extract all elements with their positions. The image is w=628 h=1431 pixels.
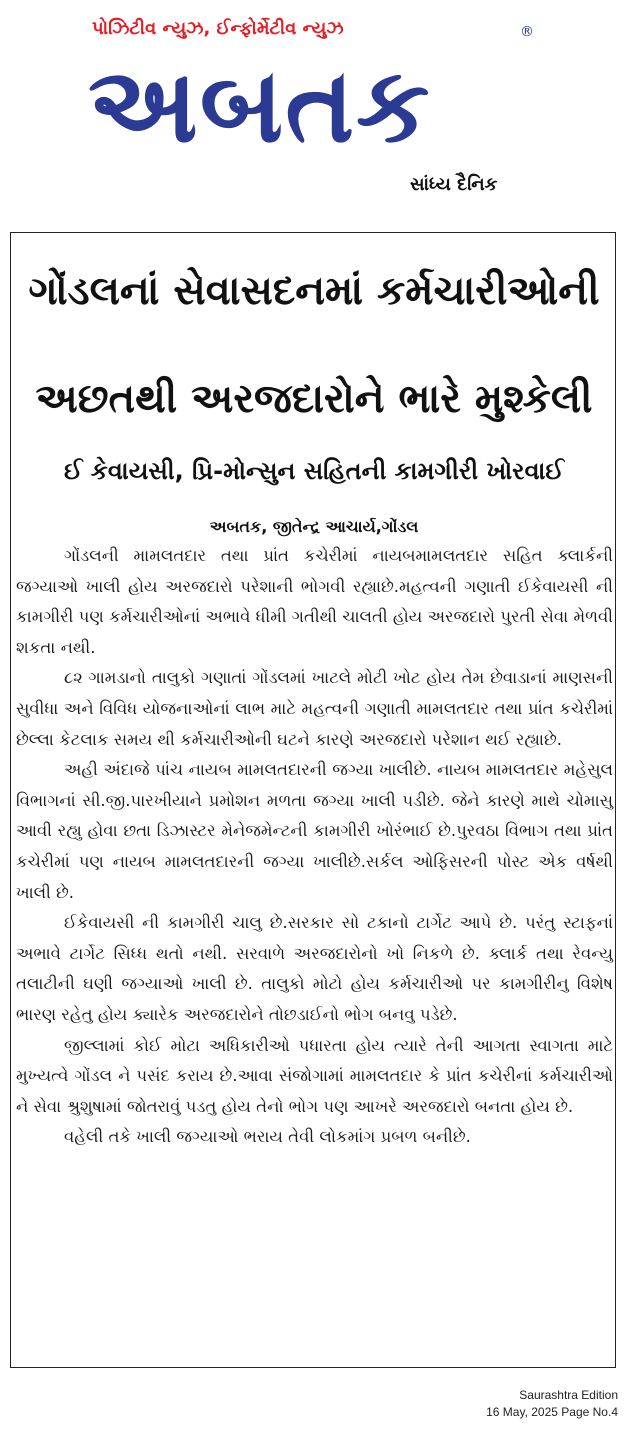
subheadline: ઈ કેવાયસી, પ્રિ-મોન્સુન સહિતની કામગીરી ખોરવાઈ	[64, 457, 564, 485]
date-and-page: 16 May, 2025 Page No.4	[486, 1405, 618, 1419]
paragraph: ૮૨ ગામડાનો તાલુકો ગણાતાં ગોંડલમાં ખાટલે મોટી ખોટ હોય તેમ છેવાડાનાં માણસની સુવીધા અને વિવિધ યોજનાઓનાં લાભ માટે મહત્વની ગણાતી મામલતદાર તથા પ્રાંત કચેરીમાં છેલ્લા કેટલાક સમય થી કર્મચારીઓની ઘટને કારણે અરજદારો પરેશાન થઈ રહ્યાછે.	[16, 668, 613, 749]
newspaper-logo: અબતક	[88, 44, 432, 166]
edition-type: સાંધ્ય દૈનિક	[410, 174, 498, 195]
headline-line-2: અછતથી અરજદારોને ભારે મુશ્કેલી	[35, 376, 593, 422]
registered-mark: ®	[520, 24, 534, 40]
headline-line-1: ગોંડલનાં સેવાસદનમાં કર્મચારીઓની	[28, 268, 600, 314]
article-body	[16, 541, 613, 1153]
article-box	[10, 232, 616, 1368]
paragraph: ગોંડલની મામલતદાર તથા પ્રાંત કચેરીમાં નાયબમામલતદાર સહિત ક્લાર્કની જગ્યાઓ ખાલી હોય અરજદારો પરેશાની ભોગવી રહ્યાછે.મહત્વની ગણાતી ઈકેવાયસી ની કામગીરી પણ કર્મચારીઓનાં અભાવે ધીમી ગતીથી ચાલતી હોય અરજદારો પુરતી સેવા મેળવી શકતા નથી.	[16, 546, 613, 657]
page-footer	[486, 1387, 618, 1421]
masthead	[0, 0, 628, 215]
paragraph: જીલ્લામાં કોઈ મોટા અધિકારીઓ પધારતા હોય ત્યારે તેની આગતા સ્વાગતા માટે મુખ્યત્વે ગોંડલ ને પસંદ કરાય છે.આવા સંજોગામાં મામલતદાર કે પ્રાંત કચેરીનાં કર્મચારીઓ ને સેવા શ્રુશુષામાં જોતરાવું પડતુ હોય તેનો ભોગ પણ આખરે અરજદારો બનતા હોય છે.	[16, 1035, 613, 1116]
byline: અબતક, જીતેન્દ્ર આચાર્ય,ગોંડલ	[209, 517, 419, 536]
paragraph: વહેલી તકે ખાલી જગ્યાઓ ભરાય તેવી લોકમાંગ પ્રબળ બનીછે.	[64, 1127, 471, 1147]
edition-name: Saurashtra Edition	[519, 1388, 618, 1402]
masthead-tagline: પોઝિટીવ ન્યુઝ, ઈન્ફોર્મેટીવ ન્યુઝ	[92, 18, 344, 39]
paragraph: ઈકેવાયસી ની કામગીરી ચાલુ છે.સરકાર સો ટકાનો ટાર્ગેટ આપે છે. પરંતુ સ્ટાફનાં અભાવે ટાર્ગેટ સિધ્ધ થતો નથી. સરવાળે અરજદારોનો ખો નિકળે છે. ક્લાર્ક તથા રેવન્યુ તલાટીની ઘણી જગ્યાઓ ખાલી છે. તાલુકો મોટો હોય કર્મચારીઓ પર કામગીરીનુ વિશેષ ભારણ રહેતુ હોય ક્યારેક અરજદારોને તોછડાઈનો ભોગ બનવુ પડેછે.	[16, 913, 613, 1024]
paragraph: અહી અંદાજે પાંચ નાયબ મામલતદારની જગ્યા ખાલીછે. નાયબ મામલતદાર મહેસુલ વિભાગનાં સી.જી.પારખીયાને પ્રમોશન મળતા જગ્યા ખાલી પડીછે. જેને કારણે માથે ચોમાસુ આવી રહ્યુ હોવા છતા ડિઝાસ્ટર મેનેજમેન્ટની કામગીરી ખોરંભાઈ છે.પુરવઠા વિભાગ તથા પ્રાંત કચેરીમાં પણ નાયબ મામલતદારની જગ્યા ખાલીછે.સર્કલ ઓફિસરની પોસ્ટ એક વર્ષથી ખાલી છે.	[16, 760, 613, 902]
